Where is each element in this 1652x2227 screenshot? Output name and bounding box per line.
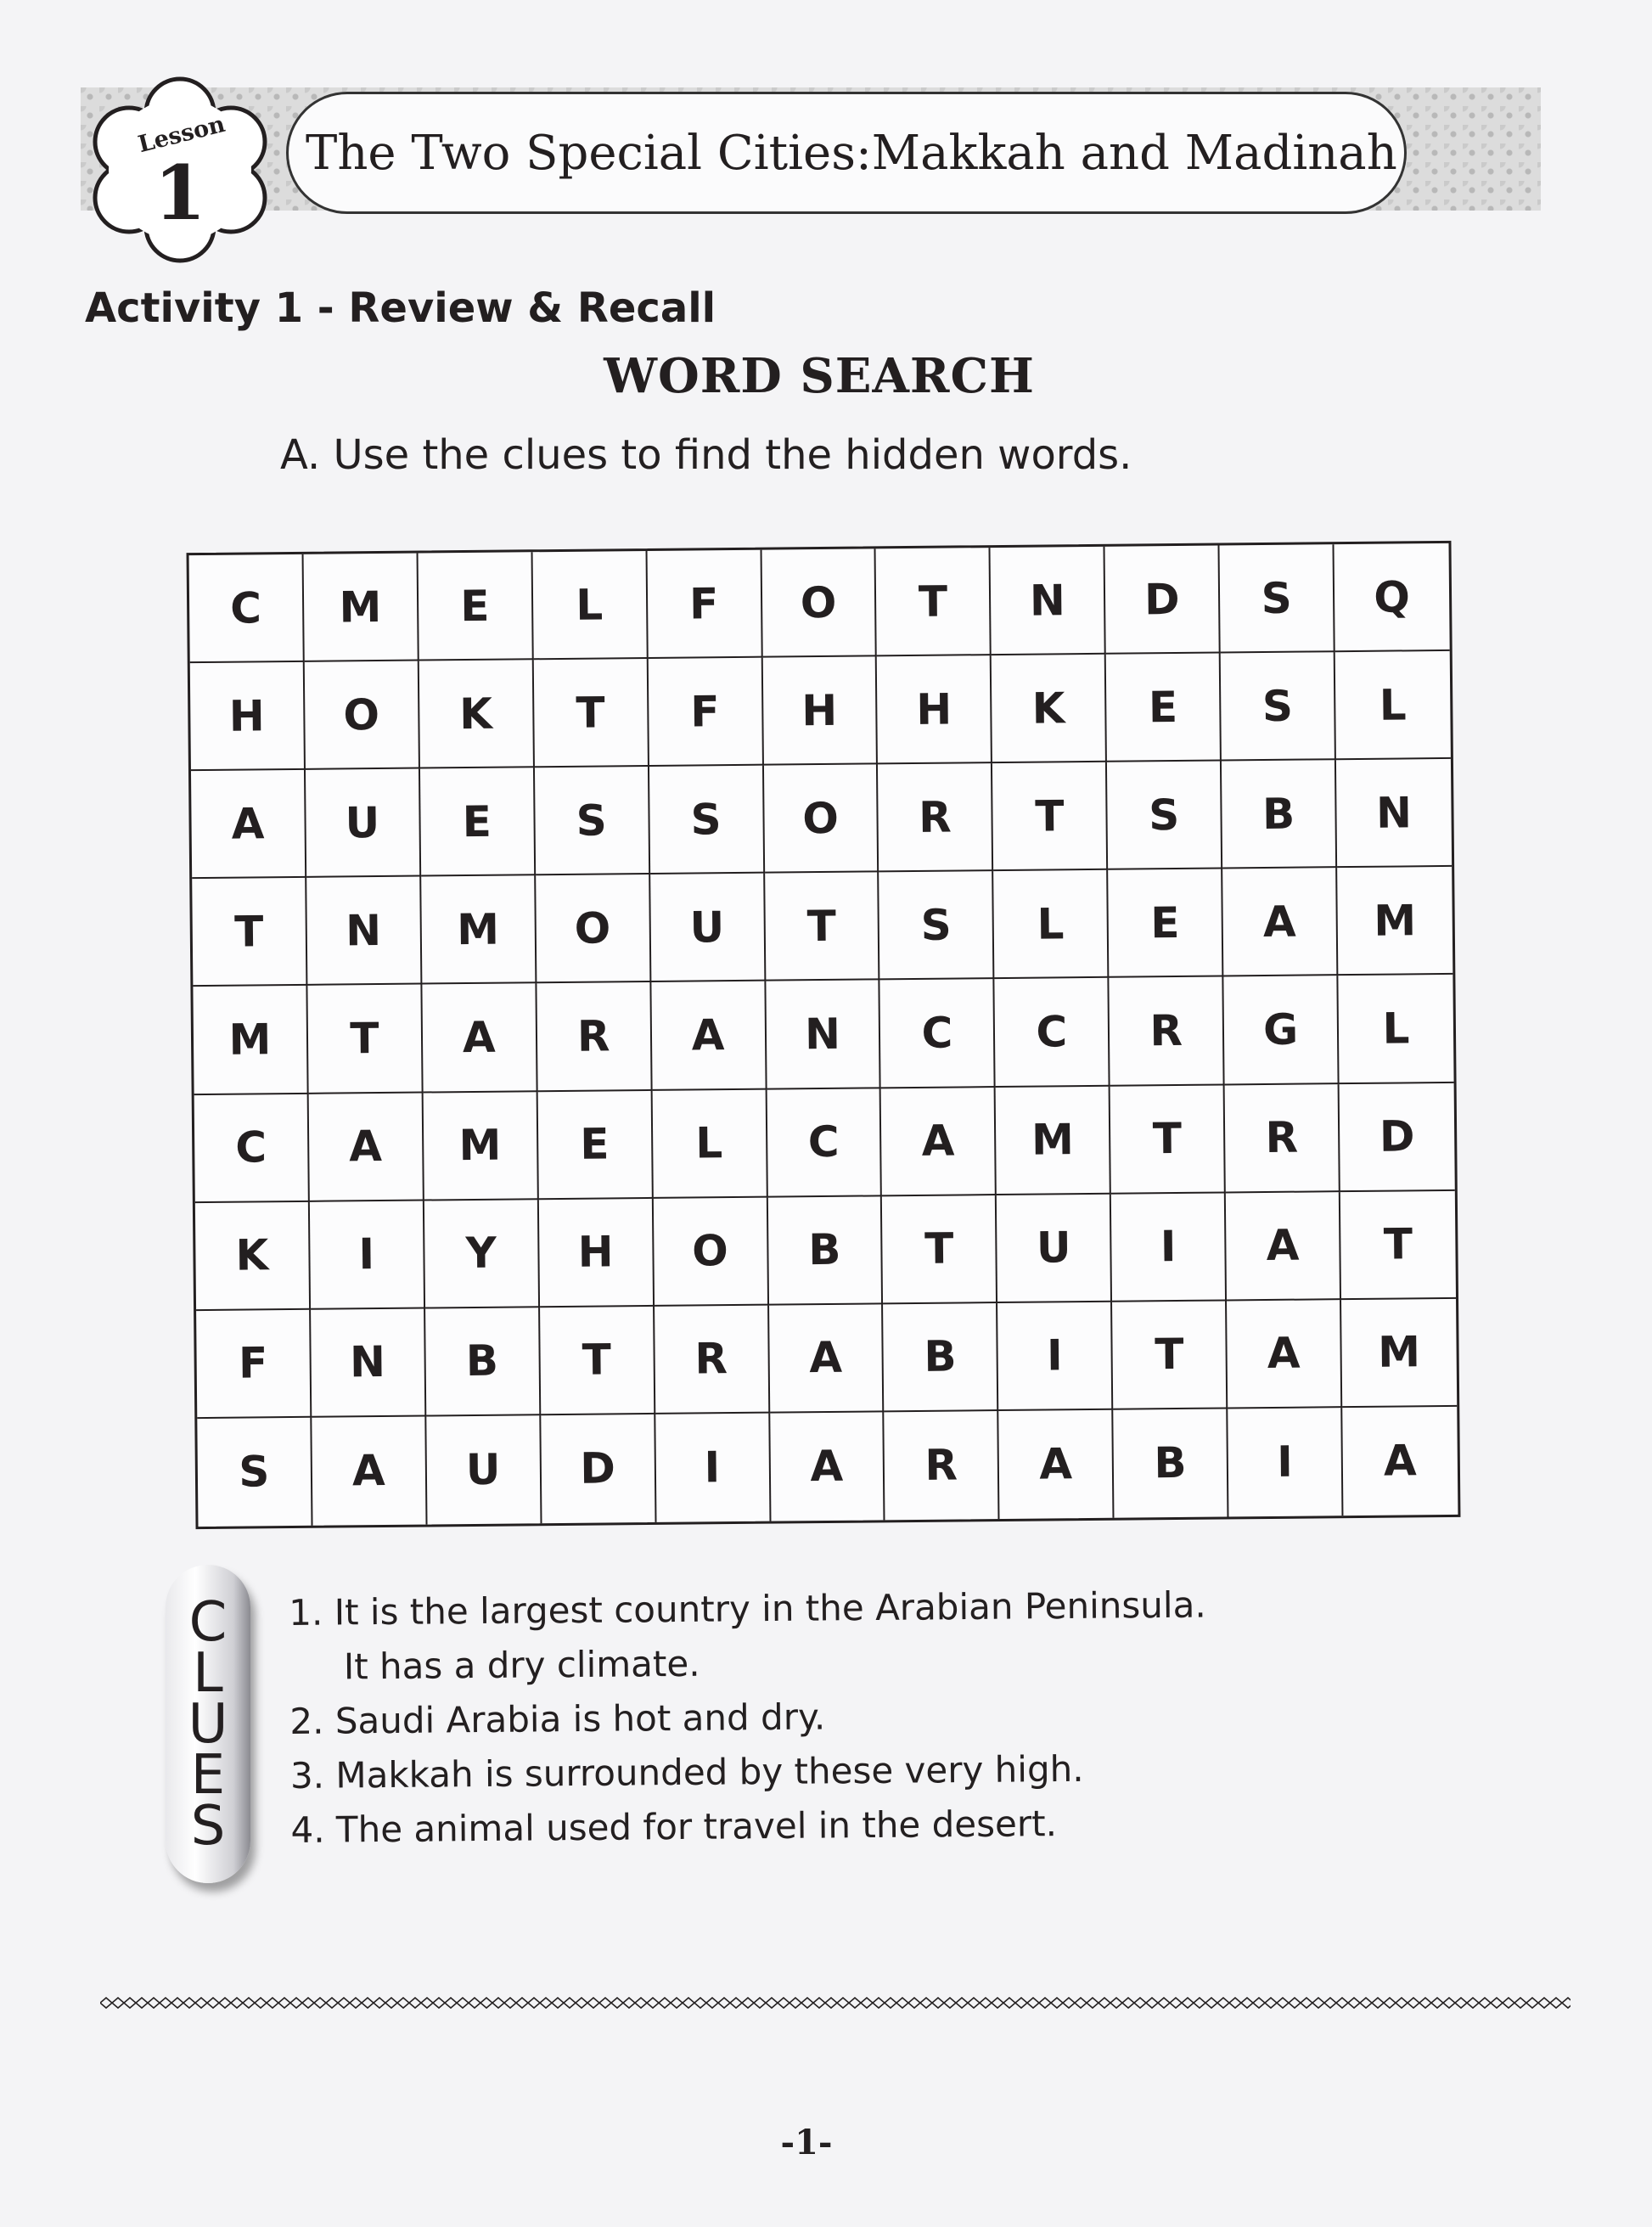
grid-cell: A (422, 984, 537, 1093)
grid-cell: S (1107, 762, 1222, 870)
grid-cell: M (421, 876, 537, 985)
grid-cell: G (1224, 976, 1340, 1085)
grid-cell: M (1341, 1299, 1457, 1408)
grid-cell: N (311, 1308, 426, 1417)
grid-cell: I (1111, 1193, 1227, 1302)
clues-tab-letter: C (188, 1590, 228, 1654)
grid-cell: R (537, 982, 652, 1091)
grid-cell: A (1226, 1192, 1341, 1301)
grid-cell: D (541, 1414, 656, 1523)
grid-cell: T (1340, 1191, 1456, 1300)
grid-cell: B (767, 1196, 883, 1305)
grid-cell: A (1383, 1436, 1418, 1487)
grid-cell: E (1106, 654, 1222, 762)
grid-cell: E (537, 1090, 653, 1199)
grid-cell: C (194, 1094, 310, 1202)
grid-cell: Y (424, 1200, 540, 1308)
grid-cell: S (649, 766, 765, 874)
grid-cell: L (1338, 975, 1453, 1083)
clue-item: 4. The animal used for travel in the desert. (290, 1802, 1058, 1851)
grid-cell: N (991, 547, 1106, 655)
grid-cell: S (535, 767, 650, 875)
grid-cell: R (1225, 1084, 1340, 1193)
grid-cell: C (189, 554, 305, 663)
grid-cell: E (1108, 869, 1223, 978)
grid-cell: I (997, 1302, 1113, 1411)
grid-cell: A (312, 1416, 427, 1525)
grid-cell: N (766, 981, 881, 1089)
grid-cell: R (878, 763, 993, 872)
grid-cell: D (1340, 1083, 1455, 1191)
grid-cell: T (992, 762, 1108, 871)
grid-cell: A (651, 981, 767, 1090)
lesson-badge (78, 72, 282, 267)
clue-list (289, 1578, 1208, 1858)
clues-tab-letter: L (193, 1641, 223, 1705)
word-search-title: WORD SEARCH (604, 348, 1035, 404)
grid-cell: N (306, 877, 422, 986)
grid-cell: M (193, 986, 308, 1094)
grid-cell: N (1336, 759, 1452, 868)
grid-cell: F (647, 550, 762, 659)
grid-cell: U (650, 874, 766, 982)
grid-cell: I (1228, 1408, 1343, 1516)
clues-tab-letter: E (190, 1743, 226, 1807)
grid-cell: A (1222, 869, 1338, 977)
grid-cell: M (303, 554, 419, 662)
clue-item: 3. Makkah is surrounded by these very high. (289, 1747, 1084, 1797)
grid-cell: K (195, 1201, 311, 1310)
grid-cell: S (1221, 652, 1336, 761)
word-search-grid (187, 541, 1461, 1529)
grid-cell: C (880, 979, 996, 1088)
grid-cell: O (305, 661, 420, 770)
lesson-title: The Two Special Cities:Makkah and Madinah (306, 125, 1397, 181)
grid-cell: S (1220, 544, 1335, 653)
grid-cell: I (310, 1201, 425, 1309)
grid-cell: H (539, 1199, 655, 1308)
instruction-text: A. Use the clues to find the hidden words. (280, 431, 1132, 479)
grid-cell: M (996, 1086, 1111, 1195)
grid-cell: A (999, 1410, 1115, 1519)
lesson-title-box (286, 92, 1407, 214)
grid-cell: B (1222, 760, 1337, 869)
grid-cell: U (306, 769, 421, 878)
grid-cell: T (1112, 1301, 1228, 1409)
grid-cell: A (881, 1088, 997, 1196)
grid-cell: F (196, 1310, 312, 1419)
grid-cell: M (1337, 867, 1453, 976)
grid-cell: L (652, 1089, 767, 1198)
grid-cell: O (536, 874, 651, 983)
grid-cell: L (1335, 651, 1451, 760)
grid-cell: A (1227, 1300, 1342, 1409)
clue-item: 2. Saudi Arabia is hot and dry. (289, 1696, 826, 1742)
grid-cell: R (885, 1411, 1000, 1520)
clues-tab (166, 1565, 250, 1883)
grid-cell: R (655, 1305, 770, 1414)
grid-cell: K (419, 660, 535, 768)
grid-cell: K (992, 655, 1107, 763)
grid-cell: C (995, 978, 1110, 1087)
grid-cell: F (648, 658, 763, 767)
clue-item: 1. It is the largest country in the Arabian Peninsula. (289, 1583, 1206, 1634)
grid-cell: U (426, 1415, 542, 1524)
grid-cell: Q (1335, 543, 1450, 652)
grid-cell: A (769, 1304, 885, 1413)
clue-item: It has a dry climate. (343, 1642, 700, 1688)
grid-cell: E (418, 552, 533, 661)
grid-cell: D (1105, 545, 1221, 654)
grid-cell: T (540, 1307, 655, 1415)
grid-cell: B (1114, 1409, 1229, 1517)
grid-cell: S (197, 1418, 312, 1527)
page-number: -1- (780, 2123, 833, 2162)
grid-cell: T (765, 873, 880, 981)
activity-heading: Activity 1 - Review & Recall (85, 284, 716, 332)
grid-cell: M (423, 1092, 538, 1201)
grid-cell: T (1110, 1085, 1226, 1194)
grid-cell: L (994, 870, 1110, 979)
grid-cell: S (879, 871, 995, 980)
grid-cell: H (877, 655, 992, 764)
grid-cell: A (309, 1093, 424, 1201)
grid-cell: H (762, 656, 878, 765)
grid-cell: U (997, 1194, 1112, 1302)
grid-cell: H (190, 662, 306, 771)
grid-cell: O (761, 548, 877, 657)
grid-cell: R (1110, 977, 1225, 1086)
grid-cell: B (884, 1303, 999, 1412)
grid-cell: T (192, 878, 307, 987)
grid-cell: O (763, 765, 879, 874)
grid-cell: O (653, 1197, 768, 1306)
clues-tab-letter: S (190, 1794, 226, 1858)
grid-cell: E (420, 768, 536, 876)
grid-cell: C (767, 1088, 882, 1197)
clues-tab-letter: U (188, 1692, 228, 1756)
lesson-number: 1 (154, 149, 206, 237)
grid-cell: A (770, 1412, 885, 1521)
footer-divider (100, 1997, 1571, 2009)
grid-cell: A (191, 770, 306, 879)
grid-cell: T (876, 548, 992, 656)
grid-cell: I (655, 1414, 771, 1522)
grid-cell: B (425, 1308, 541, 1416)
grid-cell: T (533, 659, 649, 768)
grid-cell: L (532, 551, 648, 660)
lesson-label: Lesson (135, 110, 228, 159)
grid-cell: T (882, 1195, 997, 1304)
grid-cell: T (307, 985, 423, 1094)
